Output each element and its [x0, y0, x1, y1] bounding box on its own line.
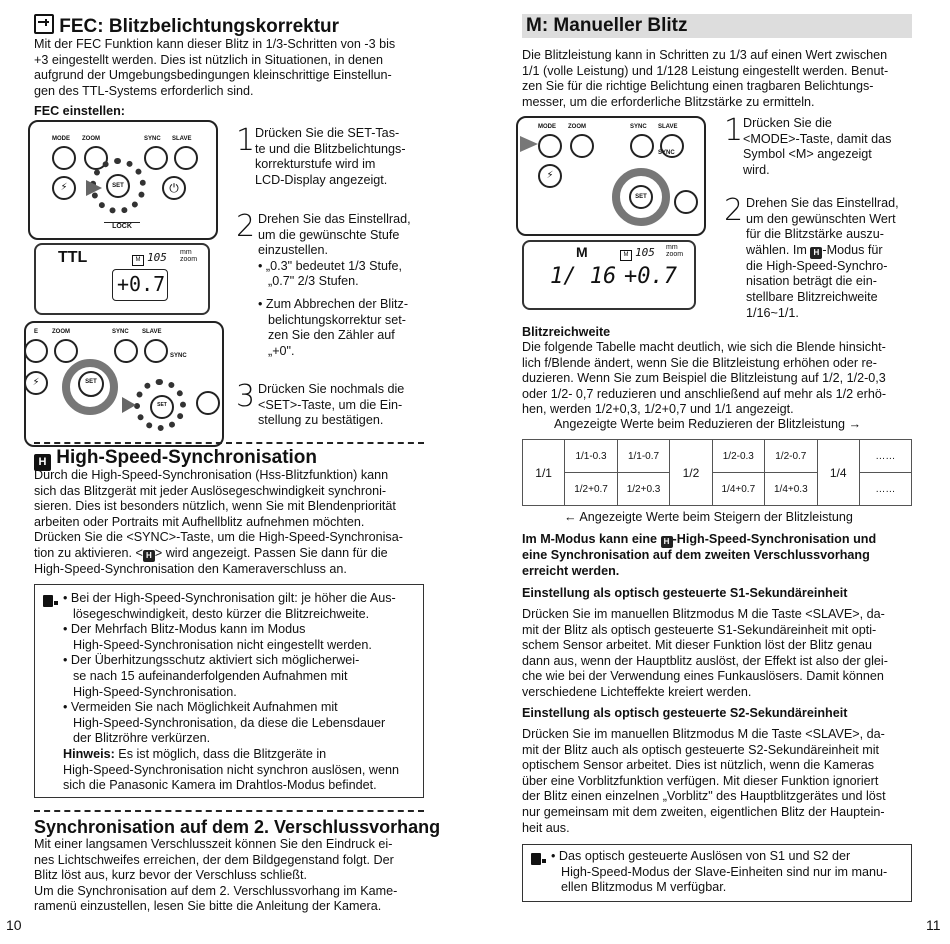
fec-title: [34, 14, 339, 38]
note-icon: [43, 595, 53, 607]
hss-body: Durch die High-Speed-Synchronisation (Hss-Blitzfunktion) kann sich das Blitzgerät mit jeder Auslösegeschwindigkeit synchroni- sieren. Dies ist besonders nützlich, wenn Sie mit Blendenpriorität arbeiten oder Portraits mit Aufhellblitz aufnehmen möchten. Drücken Sie die <SYNC>-Taste, um die High-Speed-Synchronisa- tion zu aktivieren. < H > wird angezeigt. Passen Sie dann für die High-Speed-Synchronisation den Kameraverschluss an.: [34, 468, 403, 576]
lcd-fec-value: +0.7: [117, 272, 166, 296]
range-title: Blitzreichweite: [522, 325, 611, 339]
flash-test-button: ⚡: [52, 176, 76, 200]
step-2-number: 2: [724, 193, 744, 228]
step-2-text: Drehen Sie das Einstellrad, um die gewünschte Stufe einzustellen. • „0.3" bedeutet 1/3 Stufe, „0.7" 2/3 Stufen. • Zum Abbrechen der Blitz- belichtungskorrektur set- zen Sie den Zähler auf „+0".: [258, 212, 411, 358]
sync-button: [144, 146, 168, 170]
table-main-cell: 1/2: [670, 440, 712, 506]
page-number-right: 11: [926, 917, 941, 933]
note-icon: [531, 853, 541, 865]
step-3-text: Drücken Sie nochmals die <SET>-Taste, um die Ein- stellung zu bestätigen.: [258, 382, 405, 428]
lcd-display-manual: [522, 240, 696, 310]
rear-curtain-body: Mit einer langsamen Verschlusszeit können Sie den Eindruck ei- nes Lichtschweifes erreichen, der dem Bildgegenstand folgt. Der Blitz löst aus, kurz bevor der Verschluss schließt. Um die Synchronisation auf dem 2. Verschlussvorhang im Kame- ramenü einzustellen, lesen Sie bitte die Anleitung der Kamera.: [34, 837, 398, 914]
lcd-display-fec: [34, 243, 210, 315]
rear-curtain-title: Synchronisation auf dem 2. Verschlussvorhang: [34, 817, 441, 837]
range-body: Die folgende Tabelle macht deutlich, wie sich die Blende hinsicht- lich f/Blende ändert, wenn Sie die Blitzleistung erhöhen oder re- duzieren. Wenn Sie zum Beispiel die Blitzleistung auf 1/2, 1/2-0,3 oder 1/2- 0,7 reduzieren und anschließend auf mehr als 1/2 erhö- hen, werden 1/2+0,3, 1/2+0,7 und 1/1 angezeigt.: [522, 340, 887, 417]
lcd-fec-value: +0.7: [624, 264, 677, 289]
step-1-text: Drücken Sie die SET-Tas- te und die Blitzbelichtungs- korrekturstufe wird im LCD-Display angezeigt.: [255, 126, 406, 187]
step-1-number: 1: [724, 113, 744, 148]
step-2-text: Drehen Sie das Einstellrad, um den gewünschten Wert für die Blitzstärke auszu- wählen. Im H -Modus für die High-Speed-Synchro- nisation beträgt die ein- stellbare Blitzreichweite 1/16~1/1.: [746, 196, 899, 320]
arrow-right-icon: [86, 180, 102, 196]
arrow-left-icon: ←: [564, 510, 577, 524]
flash-back-panel-illustration-2: MODE ZOOM SYNC SLAVE SYNC ⚡ SET: [522, 118, 698, 230]
fec-title-text: FEC: Blitzbelichtungskorrektur: [59, 16, 340, 37]
left-page: [0, 0, 470, 944]
arrow-right-icon: [122, 397, 136, 413]
table-main-cell: 1/1: [523, 440, 565, 506]
set-button: SET: [106, 174, 130, 198]
lcd-zoom-unit: mm zoom: [180, 249, 198, 263]
power-button: ⏻: [162, 176, 186, 200]
hss-title-text: High-Speed-Synchronisation: [56, 447, 318, 468]
flash-back-panel-illustration: MODE ZOOM SYNC SLAVE ⚡ ⏻ SET LOCK: [34, 122, 210, 234]
s1-body: Drücken Sie im manuellen Blitzmodus M die Taste <SLAVE>, da- mit der Blitz als optisch gesteuerte S1-Sekundäreinheit mit opti- schem Sensor arbeitet. Mit dieser Funktion löst der Blitz genau dann aus, wenn der Hauptblitz auslöst, der Effekt ist also der glei- che wie bei der Verwendung eines Funkauslösers. Damit können verschiedene Lichteffekte kreiert werden.: [522, 607, 888, 699]
step-1-number: 1: [236, 123, 256, 158]
slave-button: [174, 146, 198, 170]
fec-icon: [34, 14, 54, 34]
hss-note-box: • Bei der High-Speed-Synchronisation gilt: je höher die Aus- lösegeschwindigkeit, desto kürzer die Blitzreichweite. • Der Mehrfach Blitz-Modus kann im Modus High-Speed-Synchronisation nicht eingestellt werden. • Der Überhitzungsschutz aktiviert sich möglicherwei- se nach 15 aufeinanderfolgenden Aufnahmen mit High-Speed-Synchronisation. • Vermeiden Sie nach Möglichkeit Aufnahmen mit High-Speed-Synchronisation, da diese die Lebensdauer der Blitzröhre verkürzen. Hinweis: Es ist möglich, dass die Blitzgeräte in High-Speed-Synchronisation nicht synchron auslösen, wenn sich die Panasonic Kamera im Drahtlos-Modus befindet.: [34, 584, 424, 798]
m-hss-note: Im M-Modus kann eine H -High-Speed-Synchronisation und eine Synchronisation auf dem zweiten Verschlussvorhang erreicht werden.: [522, 532, 877, 578]
flash-power-table: 1/1 1/1-0.3 1/1-0.7 1/2 1/2-0.3 1/2-0.7 1/4 …… 1/2+0.7 1/2+0.3 1/4+0.7 1/4+0.3 ……: [522, 439, 912, 506]
flash-dial-illustration: E ZOOM SYNC SLAVE SYNC ⚡ SET SET: [34, 323, 210, 439]
table-main-cell: 1/4: [817, 440, 859, 506]
s1-s2-note-box: • Das optisch gesteuerte Auslösen von S1 und S2 der High-Speed-Modus der Slave-Einheiten sind nur im manu- ellen Blitzmodus M verfügbar.: [522, 844, 912, 902]
hss-mini-icon: H: [143, 550, 155, 562]
divider: [34, 810, 424, 812]
arrow-right-icon: →: [848, 417, 862, 431]
manual-title: M: Manueller Blitz: [526, 15, 688, 36]
s2-body: Drücken Sie im manuellen Blitzmodus M die Taste <SLAVE>, da- mit der Blitz auch als optisch gesteuerte S2-Sekundäreinheit mit optischem Sensor arbeitet. Dies ist nützlich, wenn die Kameras über eine Vorblitzfunktion verfügen. Mit dieser Funktion ignoriert der Blitz einen einzelnen „Vorblitz" des Hauptblitzgerätes und löst nur gemeinsam mit dem zweiten, eigentlichen Blitz der Hauptein- heit aus.: [522, 727, 886, 835]
fec-subhead: FEC einstellen:: [34, 104, 125, 118]
step-2-number: 2: [236, 209, 256, 244]
s2-title: Einstellung als optisch gesteuerte S2-Sekundäreinheit: [522, 706, 848, 720]
divider: [34, 442, 424, 444]
hss-icon: H: [34, 454, 51, 471]
fec-intro: Mit der FEC Funktion kann dieser Blitz in 1/3-Schritten von -3 bis +3 eingestellt werden. Dies ist nützlich in Situationen, in denen aufgrund der Umgebungsbedingungen kleinschrittige Einstellun- gen des TTL-Systems erforderlich sind.: [34, 37, 396, 98]
lcd-power-value: 1/ 16: [550, 264, 617, 289]
hss-mini-icon: H: [661, 536, 673, 548]
lock-label: [104, 222, 140, 230]
lock-text: LOCK: [112, 223, 132, 230]
reduce-caption: Angezeigte Werte beim Reduzieren der Blitzleistung →: [554, 417, 862, 431]
page-number-left: 10: [6, 917, 22, 933]
manual-intro: Die Blitzleistung kann in Schritten zu 1/3 auf einen Wert zwischen 1/1 (volle Leistung) und 1/128 Leistung eingestellt werden. Benut- zen Sie für die richtige Belichtung einen tragbaren Belichtungs- messer, um die erforderliche Blitzstärke zu ermitteln.: [522, 48, 889, 109]
increase-caption: ← Angezeigte Werte beim Steigern der Blitzleistung: [564, 510, 853, 524]
right-page: [470, 0, 950, 944]
step-1-text: Drücken Sie die <MODE>-Taste, damit das Symbol <M> angezeigt wird.: [743, 116, 892, 177]
s1-title: Einstellung als optisch gesteuerte S1-Sekundäreinheit: [522, 586, 848, 600]
lcd-zoom: M 105: [132, 251, 167, 266]
step-3-number: 3: [236, 379, 256, 414]
lcd-zoom-unit: mm zoom: [666, 244, 684, 258]
lcd-fec-box: [112, 269, 168, 301]
mode-button: [52, 146, 76, 170]
lcd-zoom: M 105: [620, 246, 655, 261]
arrow-right-icon: [520, 136, 538, 152]
lcd-mode-ttl: TTL: [58, 249, 88, 266]
manual-header: [522, 14, 912, 38]
lcd-mode-m: M: [576, 244, 588, 260]
hss-mini-icon: H: [810, 247, 822, 259]
